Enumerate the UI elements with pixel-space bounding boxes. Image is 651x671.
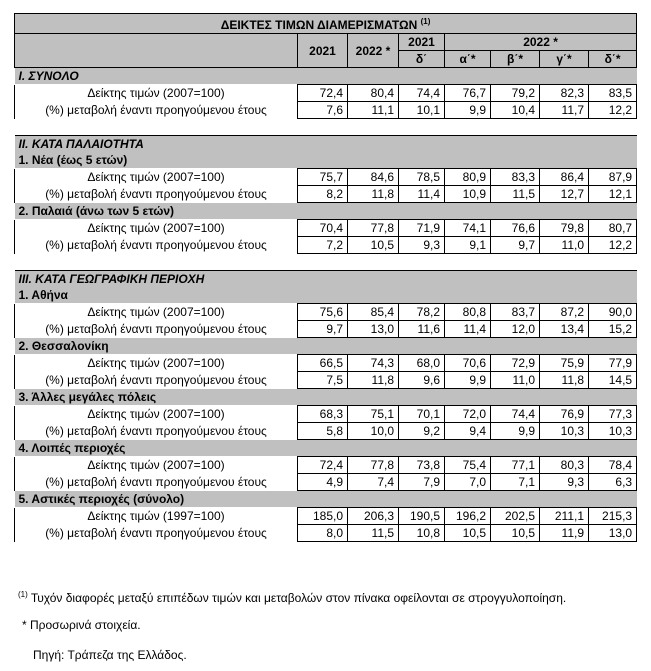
- q1-2022-header: α΄*: [445, 51, 491, 68]
- value-cell: 196,2: [445, 508, 491, 525]
- value-cell: 9,7: [491, 237, 540, 254]
- value-cell: 10,5: [445, 525, 491, 542]
- value-cell: 72,0: [445, 406, 491, 423]
- row-label: Δείκτης τιμών (1997=100): [15, 508, 298, 525]
- value-cell: 15,2: [589, 321, 637, 338]
- value-cell: 11,8: [540, 372, 589, 389]
- group-header-row: [15, 203, 637, 220]
- value-cell: 87,2: [540, 304, 589, 321]
- value-cell: 5,8: [298, 423, 348, 440]
- value-cell: 9,9: [491, 423, 540, 440]
- row-label: (%) μεταβολή έναντι προηγούμενου έτους: [15, 237, 298, 254]
- footnote-rounding: $^{(1)}$ Τυχόν διαφορές μεταξύ επιπέδων τιμών και μεταβολών στον πίνακα οφείλονται σε στρογγυλοποίηση.: [18, 590, 567, 605]
- value-cell: 79,8: [540, 220, 589, 237]
- index-row: [15, 508, 637, 525]
- value-cell: 71,9: [399, 220, 445, 237]
- value-cell: 87,9: [589, 169, 637, 186]
- group-title: 1. Νέα (έως 5 ετών): [15, 152, 637, 169]
- value-cell: 75,7: [298, 169, 348, 186]
- change-row: [15, 423, 637, 440]
- col-2022-header: 2022 *: [348, 34, 399, 68]
- value-cell: 80,3: [540, 457, 589, 474]
- value-cell: 80,8: [445, 304, 491, 321]
- change-row: [15, 372, 637, 389]
- value-cell: 9,6: [399, 372, 445, 389]
- value-cell: 75,6: [298, 304, 348, 321]
- value-cell: 79,2: [491, 85, 540, 102]
- group-header-row: [15, 152, 637, 169]
- index-row: [15, 85, 637, 102]
- index-row: [15, 355, 637, 372]
- value-cell: 9,1: [445, 237, 491, 254]
- value-cell: 7,2: [298, 237, 348, 254]
- section-header-row: [15, 136, 637, 153]
- value-cell: 77,8: [348, 457, 399, 474]
- change-row: [15, 321, 637, 338]
- value-cell: 66,5: [298, 355, 348, 372]
- value-cell: 10,1: [399, 102, 445, 119]
- row-label: (%) μεταβολή έναντι προηγούμενου έτους: [15, 474, 298, 491]
- spacer-row: [15, 254, 637, 271]
- value-cell: 77,3: [589, 406, 637, 423]
- value-cell: 75,4: [445, 457, 491, 474]
- row-label: Δείκτης τιμών (2007=100): [15, 457, 298, 474]
- value-cell: 9,2: [399, 423, 445, 440]
- value-cell: 74,4: [491, 406, 540, 423]
- section-header-row: [15, 271, 637, 288]
- row-label: (%) μεταβολή έναντι προηγούμενου έτους: [15, 525, 298, 542]
- value-cell: 78,2: [399, 304, 445, 321]
- change-row: [15, 237, 637, 254]
- value-cell: 80,9: [445, 169, 491, 186]
- value-cell: 11,8: [348, 186, 399, 203]
- value-cell: 8,0: [298, 525, 348, 542]
- value-cell: 211,1: [540, 508, 589, 525]
- group-title: 5. Αστικές περιοχές (σύνολο): [15, 491, 637, 508]
- value-cell: 11,9: [540, 525, 589, 542]
- value-cell: 72,4: [298, 457, 348, 474]
- group-header-row: [15, 338, 637, 355]
- value-cell: 9,4: [445, 423, 491, 440]
- group-2021-header: 2021: [399, 34, 445, 51]
- index-row: [15, 304, 637, 321]
- header-row-1: [15, 34, 637, 51]
- value-cell: 80,7: [589, 220, 637, 237]
- value-cell: 70,1: [399, 406, 445, 423]
- value-cell: 85,4: [348, 304, 399, 321]
- value-cell: 76,9: [540, 406, 589, 423]
- group-title: 1. Αθήνα: [15, 287, 637, 304]
- value-cell: 11,1: [348, 102, 399, 119]
- value-cell: 9,9: [445, 102, 491, 119]
- change-row: [15, 525, 637, 542]
- value-cell: 82,3: [540, 85, 589, 102]
- row-label: Δείκτης τιμών (2007=100): [15, 304, 298, 321]
- group-2022-header: 2022 *: [445, 34, 637, 51]
- row-label: Δείκτης τιμών (2007=100): [15, 220, 298, 237]
- q4-2022-header: δ΄*: [589, 51, 637, 68]
- group-header-row: [15, 287, 637, 304]
- value-cell: 78,4: [589, 457, 637, 474]
- value-cell: 10,3: [589, 423, 637, 440]
- value-cell: 12,7: [540, 186, 589, 203]
- q2-2022-header: β΄*: [491, 51, 540, 68]
- q4-2021-header: δ΄: [399, 51, 445, 68]
- value-cell: 11,0: [491, 372, 540, 389]
- value-cell: 75,9: [540, 355, 589, 372]
- change-row: [15, 186, 637, 203]
- value-cell: 10,8: [399, 525, 445, 542]
- value-cell: 7,6: [298, 102, 348, 119]
- value-cell: 84,6: [348, 169, 399, 186]
- value-cell: 11,4: [445, 321, 491, 338]
- index-row: [15, 457, 637, 474]
- value-cell: 10,5: [348, 237, 399, 254]
- value-cell: 76,6: [491, 220, 540, 237]
- value-cell: 76,7: [445, 85, 491, 102]
- spacer-row: [15, 119, 637, 136]
- value-cell: 75,1: [348, 406, 399, 423]
- group-title: 3. Άλλες μεγάλες πόλεις: [15, 389, 637, 406]
- value-cell: 11,5: [491, 186, 540, 203]
- value-cell: 74,4: [399, 85, 445, 102]
- section-title: II. ΚΑΤΑ ΠΑΛΑΙΟΤΗΤΑ: [15, 136, 637, 153]
- value-cell: 83,5: [589, 85, 637, 102]
- value-cell: 11,5: [348, 525, 399, 542]
- row-label: (%) μεταβολή έναντι προηγούμενου έτους: [15, 321, 298, 338]
- value-cell: 70,4: [298, 220, 348, 237]
- value-cell: 11,4: [399, 186, 445, 203]
- value-cell: 83,3: [491, 169, 540, 186]
- group-header-row: [15, 389, 637, 406]
- value-cell: 13,4: [540, 321, 589, 338]
- table-title: ΔΕΙΚΤΕΣ ΤΙΜΩΝ ΔΙΑΜΕΡΙΣΜΑΤΩΝ $^{(1)}$: [15, 14, 637, 34]
- index-row: [15, 406, 637, 423]
- value-cell: 11,8: [348, 372, 399, 389]
- value-cell: 12,1: [589, 186, 637, 203]
- apartment-price-index-table: [14, 13, 637, 542]
- value-cell: 10,4: [491, 102, 540, 119]
- row-label: Δείκτης τιμών (2007=100): [15, 85, 298, 102]
- value-cell: 185,0: [298, 508, 348, 525]
- row-label: Δείκτης τιμών (2007=100): [15, 406, 298, 423]
- value-cell: 77,9: [589, 355, 637, 372]
- row-label: (%) μεταβολή έναντι προηγούμενου έτους: [15, 423, 298, 440]
- value-cell: 90,0: [589, 304, 637, 321]
- row-label: (%) μεταβολή έναντι προηγούμενου έτους: [15, 102, 298, 119]
- footnote-source: Πηγή: Τράπεζα της Ελλάδος.: [33, 648, 187, 662]
- table-title-row: [15, 14, 637, 34]
- value-cell: 80,4: [348, 85, 399, 102]
- group-header-row: [15, 491, 637, 508]
- value-cell: 9,3: [399, 237, 445, 254]
- value-cell: 9,9: [445, 372, 491, 389]
- row-label: Δείκτης τιμών (2007=100): [15, 169, 298, 186]
- value-cell: 13,0: [348, 321, 399, 338]
- value-cell: 12,2: [589, 102, 637, 119]
- value-cell: 9,3: [540, 474, 589, 491]
- group-title: 4. Λοιπές περιοχές: [15, 440, 637, 457]
- value-cell: 190,5: [399, 508, 445, 525]
- value-cell: 74,1: [445, 220, 491, 237]
- value-cell: 73,8: [399, 457, 445, 474]
- value-cell: 7,9: [399, 474, 445, 491]
- col-2021-header: 2021: [298, 34, 348, 68]
- group-title: 2. Παλαιά (άνω των 5 ετών): [15, 203, 637, 220]
- section-title: I. ΣΥΝΟΛΟ: [15, 68, 637, 85]
- value-cell: 9,7: [298, 321, 348, 338]
- value-cell: 202,5: [491, 508, 540, 525]
- value-cell: 77,8: [348, 220, 399, 237]
- value-cell: 11,0: [540, 237, 589, 254]
- row-label: (%) μεταβολή έναντι προηγούμενου έτους: [15, 186, 298, 203]
- index-row: [15, 169, 637, 186]
- value-cell: 78,5: [399, 169, 445, 186]
- group-title: 2. Θεσσαλονίκη: [15, 338, 637, 355]
- value-cell: 10,0: [348, 423, 399, 440]
- value-cell: 72,4: [298, 85, 348, 102]
- value-cell: 74,3: [348, 355, 399, 372]
- row-label: (%) μεταβολή έναντι προηγούμενου έτους: [15, 372, 298, 389]
- value-cell: 10,9: [445, 186, 491, 203]
- value-cell: 7,1: [491, 474, 540, 491]
- value-cell: 206,3: [348, 508, 399, 525]
- value-cell: 7,0: [445, 474, 491, 491]
- value-cell: 12,0: [491, 321, 540, 338]
- value-cell: 215,3: [589, 508, 637, 525]
- value-cell: 12,2: [589, 237, 637, 254]
- value-cell: 4,9: [298, 474, 348, 491]
- value-cell: 6,3: [589, 474, 637, 491]
- value-cell: 8,2: [298, 186, 348, 203]
- section-header-row: [15, 68, 637, 85]
- value-cell: 14,5: [589, 372, 637, 389]
- index-row: [15, 220, 637, 237]
- value-cell: 7,5: [298, 372, 348, 389]
- row-label: Δείκτης τιμών (2007=100): [15, 355, 298, 372]
- group-header-row: [15, 440, 637, 457]
- value-cell: 72,9: [491, 355, 540, 372]
- value-cell: 13,0: [589, 525, 637, 542]
- value-cell: 68,3: [298, 406, 348, 423]
- value-cell: 11,6: [399, 321, 445, 338]
- value-cell: 68,0: [399, 355, 445, 372]
- value-cell: 7,4: [348, 474, 399, 491]
- q3-2022-header: γ΄*: [540, 51, 589, 68]
- value-cell: 86,4: [540, 169, 589, 186]
- value-cell: 10,5: [491, 525, 540, 542]
- section-title: III. ΚΑΤΑ ΓΕΩΓΡΑΦΙΚΗ ΠΕΡΙΟΧΗ: [15, 271, 637, 288]
- change-row: [15, 102, 637, 119]
- footnote-provisional: * Προσωρινά στοιχεία.: [22, 618, 141, 632]
- value-cell: 77,1: [491, 457, 540, 474]
- change-row: [15, 474, 637, 491]
- value-cell: 11,7: [540, 102, 589, 119]
- value-cell: 10,3: [540, 423, 589, 440]
- value-cell: 70,6: [445, 355, 491, 372]
- value-cell: 83,7: [491, 304, 540, 321]
